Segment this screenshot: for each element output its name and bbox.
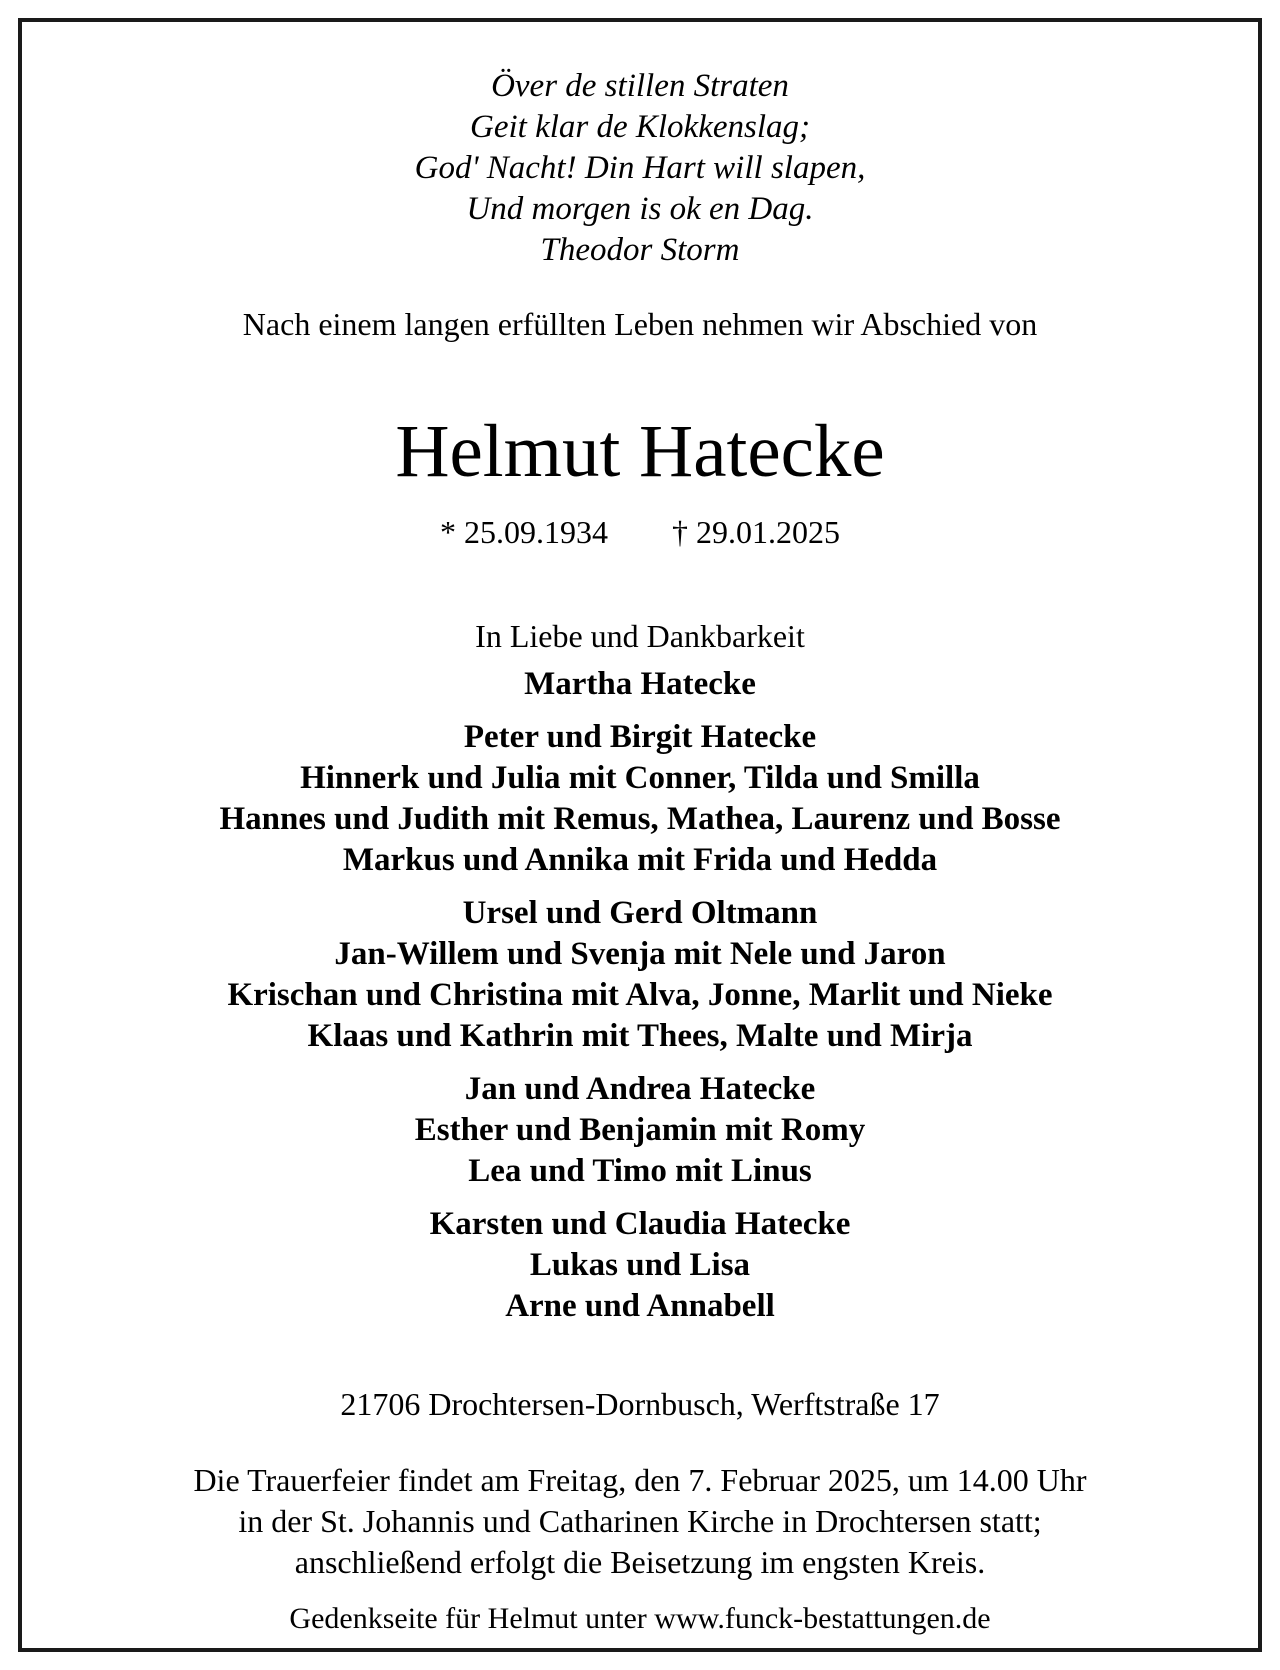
obituary-content — [22, 22, 1258, 1648]
deceased-name: Helmut Hatecke — [395, 410, 885, 493]
family-group — [22, 664, 1258, 705]
family-line: Ursel und Gerd Oltmann — [462, 895, 818, 931]
family-group — [22, 1204, 1258, 1327]
poem-line: God' Nacht! Din Hart will slapen, — [414, 150, 866, 186]
intro-text: Nach einem langen erfüllten Leben nehmen wir Abschied von — [242, 306, 1038, 342]
family-line: Lea und Timo mit Linus — [468, 1153, 812, 1189]
family-group — [22, 893, 1258, 1057]
poem-line: Över de stillen Straten — [491, 68, 789, 104]
family-line: Karsten und Claudia Hatecke — [429, 1206, 851, 1242]
family-line: Lukas und Lisa — [529, 1247, 751, 1283]
address: 21706 Drochtersen-Dornbusch, Werftstraße 17 — [340, 1386, 940, 1422]
family-line: Peter und Birgit Hatecke — [463, 719, 817, 755]
poem — [22, 66, 1258, 271]
poem-line: Geit klar de Klokkenslag; — [470, 109, 810, 145]
poem-author: Theodor Storm — [540, 232, 740, 268]
family-line: Martha Hatecke — [524, 666, 756, 702]
family-line: Jan und Andrea Hatecke — [464, 1071, 816, 1107]
service-line: anschließend erfolgt die Beisetzung im engsten Kreis. — [294, 1544, 986, 1580]
service-line: Die Trauerfeier findet am Freitag, den 7. Februar 2025, um 14.00 Uhr — [193, 1462, 1087, 1498]
family-line: Arne und Annabell — [505, 1288, 775, 1324]
family-line: Jan-Willem und Svenja mit Nele und Jaron — [334, 936, 946, 972]
death-date: † 29.01.2025 — [672, 514, 840, 550]
family-line: Esther und Benjamin mit Romy — [414, 1112, 866, 1148]
obituary-frame — [18, 18, 1262, 1652]
family-list — [22, 664, 1258, 1339]
poem-line: Und morgen is ok en Dag. — [466, 191, 814, 227]
family-group — [22, 717, 1258, 881]
funeral-service-info — [22, 1460, 1258, 1583]
service-line: in der St. Johannis und Catharinen Kirche in Drochtersen statt; — [238, 1503, 1042, 1539]
family-line: Markus und Annika mit Frida und Hedda — [342, 842, 938, 878]
family-line: Hannes und Judith mit Remus, Mathea, Laurenz und Bosse — [219, 801, 1061, 837]
birth-date: * 25.09.1934 — [440, 514, 608, 550]
memorial-page-text: Gedenkseite für Helmut unter www.funck-bestattungen.de — [289, 1602, 991, 1635]
family-group — [22, 1069, 1258, 1192]
thanks-text: In Liebe und Dankbarkeit — [475, 618, 805, 654]
life-dates — [22, 512, 1258, 552]
family-line: Hinnerk und Julia mit Conner, Tilda und Smilla — [300, 760, 980, 796]
family-line: Klaas und Kathrin mit Thees, Malte und Mirja — [307, 1018, 973, 1054]
family-line: Krischan und Christina mit Alva, Jonne, Marlit und Nieke — [227, 977, 1053, 1013]
